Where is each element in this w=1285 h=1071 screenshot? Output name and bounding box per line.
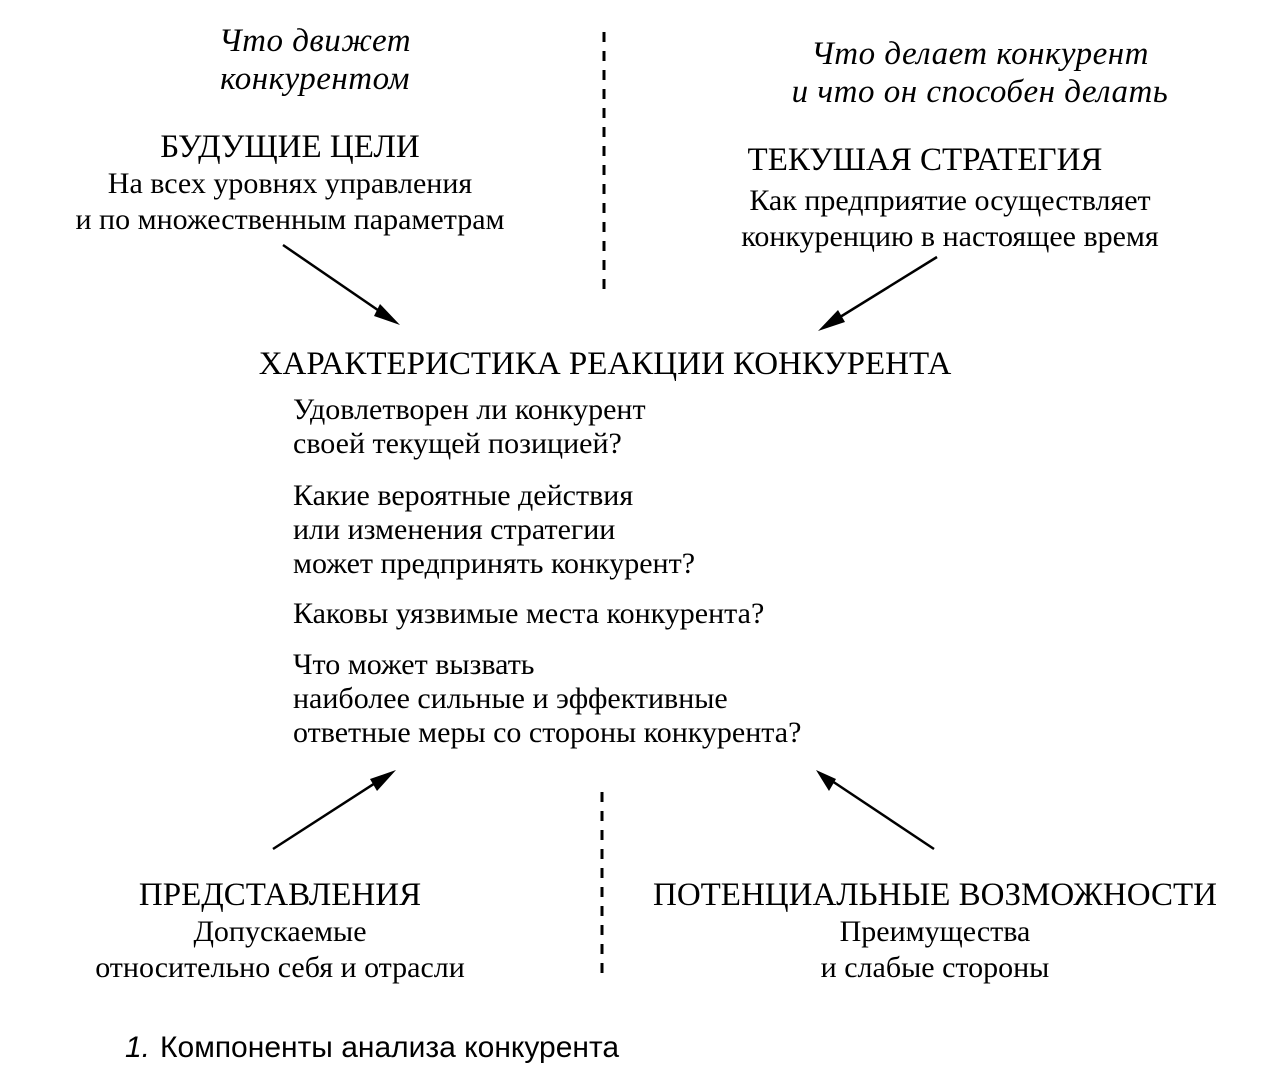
figure-number: 1. — [125, 1031, 151, 1064]
question-2-line-2: или изменения стратегии — [293, 513, 616, 546]
top-right-italic-line-1: Что делает конкурент — [811, 36, 1149, 72]
question-2-line-1: Какие вероятные действия — [293, 479, 634, 512]
question-4-line-3: ответные меры со стороны конкурента? — [293, 716, 802, 749]
top-left-desc-line-1: На всех уровнях управления — [107, 167, 473, 200]
arrow-capabilities-to-center — [816, 770, 934, 849]
arrow-assumptions-to-center — [273, 770, 396, 849]
bottom-right-title: ПОТЕНЦИАЛЬНЫЕ ВОЗМОЖНОСТИ — [652, 877, 1217, 913]
center-title-text: ХАРАКТЕРИСТИКА РЕАКЦИИ КОНКУРЕНТА — [258, 346, 952, 382]
arrow-future-goals-to-center — [283, 245, 400, 325]
top-right-desc-line-1: Как предприятие осуществляет — [749, 184, 1151, 217]
top-right-title: ТЕКУШАЯ СТРАТЕГИЯ — [747, 142, 1103, 178]
bottom-right-desc-line-2: и слабые стороны — [820, 951, 1050, 984]
top-left-title: БУДУЩИЕ ЦЕЛИ — [160, 129, 420, 165]
question-1-line-1: Удовлетворен ли конкурент — [293, 393, 646, 426]
bottom-left-desc-line-2: относительно себя и отрасли — [95, 951, 465, 984]
top-left-italic-line-1: Что движет — [218, 23, 412, 59]
top-left-desc-line-2: и по множественным параметрам — [75, 203, 505, 236]
question-4-line-1: Что может вызвать — [293, 648, 535, 681]
bottom-right-desc-line-1: Преимущества — [839, 915, 1031, 948]
top-right-italic-line-2: и что он способен делать — [791, 74, 1169, 110]
question-1-line-2: своей текущей позицией? — [293, 427, 622, 460]
arrow-strategy-to-center — [818, 257, 937, 331]
question-2-line-3: может предпринять конкурент? — [293, 547, 696, 580]
top-right-desc-line-2: конкуренцию в настоящее время — [741, 220, 1159, 253]
bottom-left-title: ПРЕДСТАВЛЕНИЯ — [138, 877, 422, 913]
top-left-italic-line-2: конкурентом — [220, 61, 410, 97]
question-4-line-2: наиболее сильные и эффективные — [293, 682, 728, 715]
question-3-line-1: Каковы уязвимые места конкурента? — [293, 597, 765, 630]
bottom-left-desc-line-1: Допускаемые — [193, 915, 367, 948]
figure-caption-text: Компоненты анализа конкурента — [160, 1031, 620, 1064]
